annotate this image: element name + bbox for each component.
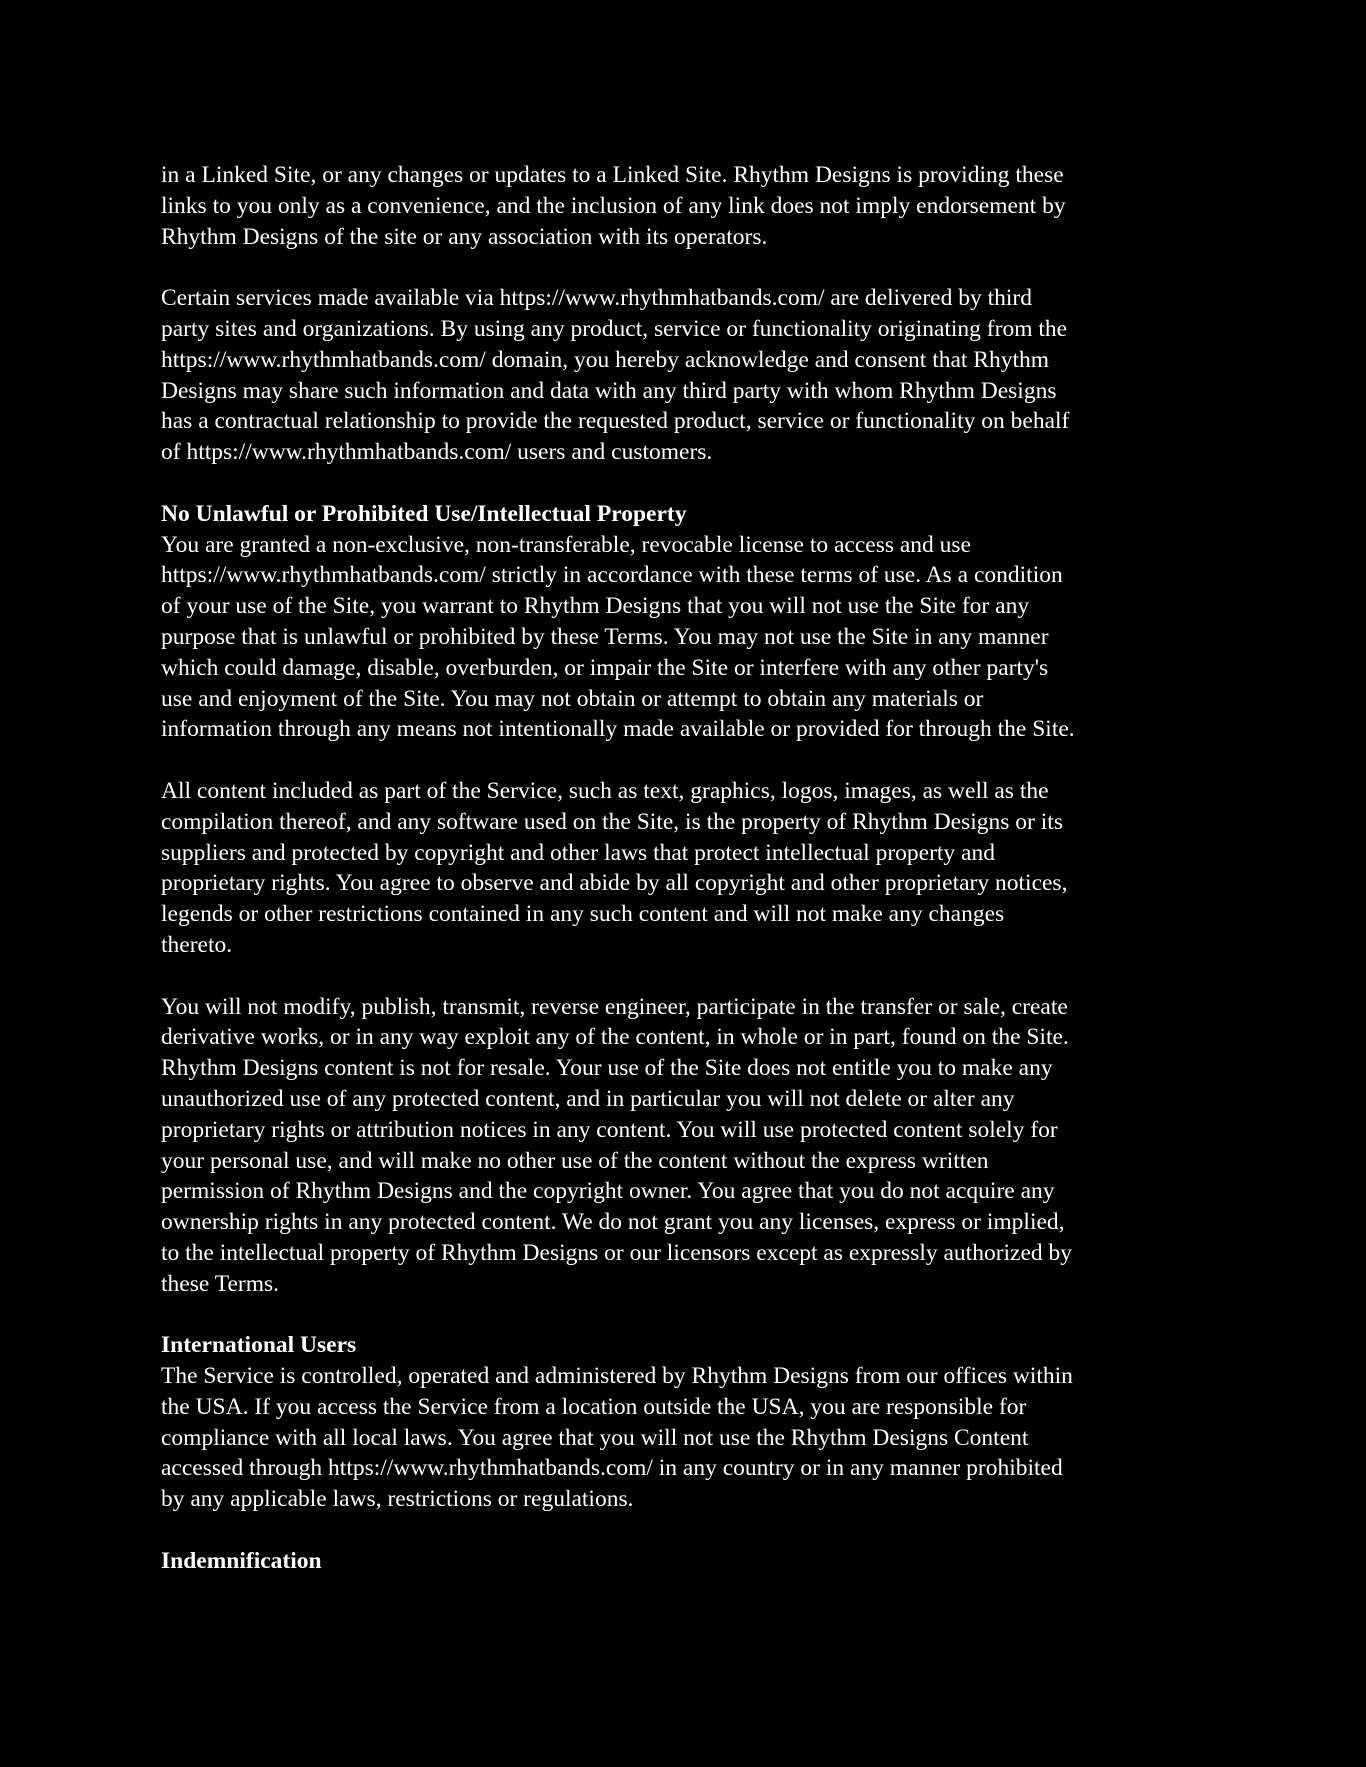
- text-line: Rhythm Designs content is not for resale. Your use of the Site does not entitle you to make any: [161, 1055, 1053, 1082]
- paragraph-third-party-services: [161, 283, 1206, 468]
- text-line: Rhythm Designs of the site or any association with its operators.: [161, 223, 768, 250]
- text-line: The Service is controlled, operated and administered by Rhythm Designs from our offices within: [161, 1363, 1073, 1390]
- paragraph-linked-sites: [161, 160, 1206, 252]
- text-line: https://www.rhythmhatbands.com/ domain, you hereby acknowledge and consent that Rhythm: [161, 346, 1050, 373]
- text-line: of your use of the Site, you warrant to Rhythm Designs that you will not use the Site for any: [161, 593, 1030, 620]
- text-line: permission of Rhythm Designs and the copyright owner. You agree that you do not acquire any: [161, 1178, 1055, 1205]
- text-line: in a Linked Site, or any changes or updates to a Linked Site. Rhythm Designs is providing these: [161, 162, 1064, 188]
- text-line: by any applicable laws, restrictions or regulations.: [161, 1486, 634, 1513]
- section-prohibited-use: [161, 499, 1206, 745]
- text-line: https://www.rhythmhatbands.com/ strictly in accordance with these terms of use. As a condition: [161, 562, 1063, 589]
- paragraph-content-ownership: [161, 776, 1206, 961]
- document-page: [161, 160, 1206, 1577]
- text-line: suppliers and protected by copyright and other laws that protect intellectual property and: [161, 839, 995, 866]
- text-line: proprietary rights or attribution notices in any content. You will use protected content solely for: [161, 1116, 1058, 1143]
- text-line: You will not modify, publish, transmit, reverse engineer, participate in the transfer or sale, create: [161, 993, 1068, 1020]
- text-line: purpose that is unlawful or prohibited by these Terms. You may not use the Site in any manner: [161, 623, 1049, 650]
- text-line: compilation thereof, and any software used on the Site, is the property of Rhythm Designs or its: [161, 808, 1063, 835]
- text-line: links to you only as a convenience, and the inclusion of any link does not imply endorsement by: [161, 192, 1066, 219]
- text-line: You are granted a non-exclusive, non-transferable, revocable license to access and use: [161, 531, 971, 558]
- text-line: your personal use, and will make no other use of the content without the express written: [161, 1147, 989, 1174]
- text-line: of https://www.rhythmhatbands.com/ users and customers.: [161, 439, 713, 466]
- text-line: ownership rights in any protected content. We do not grant you any licenses, express or implied,: [161, 1209, 1065, 1236]
- text-line: Certain services made available via https://www.rhythmhatbands.com/ are delivered by third: [161, 285, 1032, 312]
- text-line: has a contractual relationship to provide the requested product, service or functionality on behalf: [161, 408, 1070, 435]
- text-line: unauthorized use of any protected content, and in particular you will not delete or alter any: [161, 1085, 1015, 1112]
- text-line: Designs may share such information and data with any third party with whom Rhythm Designs: [161, 377, 1057, 404]
- text-line: which could damage, disable, overburden, or impair the Site or interfere with any other party's: [161, 654, 1049, 681]
- section-heading: International Users: [161, 1332, 357, 1359]
- section-international-users: [161, 1330, 1206, 1515]
- text-line: proprietary rights. You agree to observe and abide by all copyright and other proprietary notices,: [161, 870, 1068, 897]
- text-line: use and enjoyment of the Site. You may not obtain or attempt to obtain any materials or: [161, 685, 984, 712]
- section-indemnification: [161, 1546, 1206, 1577]
- text-line: compliance with all local laws. You agree that you will not use the Rhythm Designs Content: [161, 1424, 1029, 1451]
- text-line: accessed through https://www.rhythmhatbands.com/ in any country or in any manner prohibited: [161, 1455, 1063, 1482]
- text-line: legends or other restrictions contained in any such content and will not make any changes: [161, 901, 1005, 928]
- text-line: the USA. If you access the Service from a location outside the USA, you are responsible for: [161, 1393, 1027, 1420]
- text-line: these Terms.: [161, 1270, 280, 1297]
- text-line: to the intellectual property of Rhythm Designs or our licensors except as expressly authorized by: [161, 1239, 1073, 1266]
- section-heading: Indemnification: [161, 1547, 322, 1574]
- text-line: All content included as part of the Service, such as text, graphics, logos, images, as well as the: [161, 777, 1049, 804]
- paragraph-content-restrictions: [161, 992, 1206, 1300]
- text-line: derivative works, or in any way exploit any of the content, in whole or in part, found on the Site.: [161, 1024, 1069, 1051]
- section-heading: No Unlawful or Prohibited Use/Intellectual Property: [161, 500, 687, 527]
- text-line: thereto.: [161, 931, 233, 958]
- text-line: information through any means not intentionally made available or provided for through the Site.: [161, 716, 1075, 743]
- text-line: party sites and organizations. By using any product, service or functionality originating from the: [161, 315, 1068, 342]
